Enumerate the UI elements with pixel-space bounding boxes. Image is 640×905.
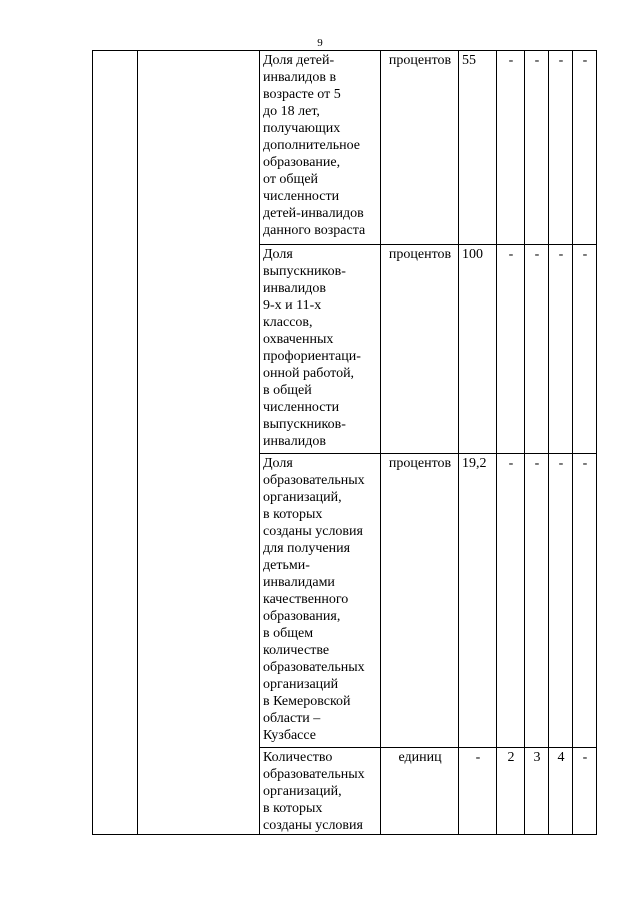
unit-cell: единиц [381,748,459,835]
value-cell: - [525,245,549,454]
value-cell: - [497,51,525,245]
value-cell: - [549,51,573,245]
table-row [93,51,597,245]
value-cell: - [573,454,597,748]
value-cell: 2 [497,748,525,835]
value-cell: - [497,245,525,454]
value-cell: - [549,454,573,748]
value-cell: 100 [459,245,497,454]
value-cell: 55 [459,51,497,245]
indicator-name: Доля выпускников- инвалидов 9-х и 11-х классов, охваченных профориентаци- онной работой, в общей численности выпускников- инвалидов [260,245,381,454]
value-cell: 3 [525,748,549,835]
value-cell: - [459,748,497,835]
indicators-table [92,50,597,835]
indicator-name: Доля образовательных организаций, в которых созданы условия для получения детьми- инвалидами качественного образования, в общем количестве образовательных организаций в Кемеровской области – Кузбассе [260,454,381,748]
value-cell: - [525,51,549,245]
value-cell: 19,2 [459,454,497,748]
unit-cell: процентов [381,454,459,748]
value-cell: - [497,454,525,748]
value-cell: - [573,51,597,245]
value-cell: - [573,748,597,835]
value-cell: - [525,454,549,748]
page-number: 9 [317,37,323,49]
unit-cell: процентов [381,51,459,245]
value-cell: - [573,245,597,454]
value-cell: 4 [549,748,573,835]
empty-cell-name [138,51,260,835]
unit-cell: процентов [381,245,459,454]
indicator-name: Доля детей- инвалидов в возрасте от 5 до 18 лет, получающих дополнительное образование, от общей численности детей-инвалидов данного возраста [260,51,381,245]
value-cell: - [549,245,573,454]
empty-cell-number [93,51,138,835]
indicator-name: Количество образовательных организаций, в которых созданы условия [260,748,381,835]
